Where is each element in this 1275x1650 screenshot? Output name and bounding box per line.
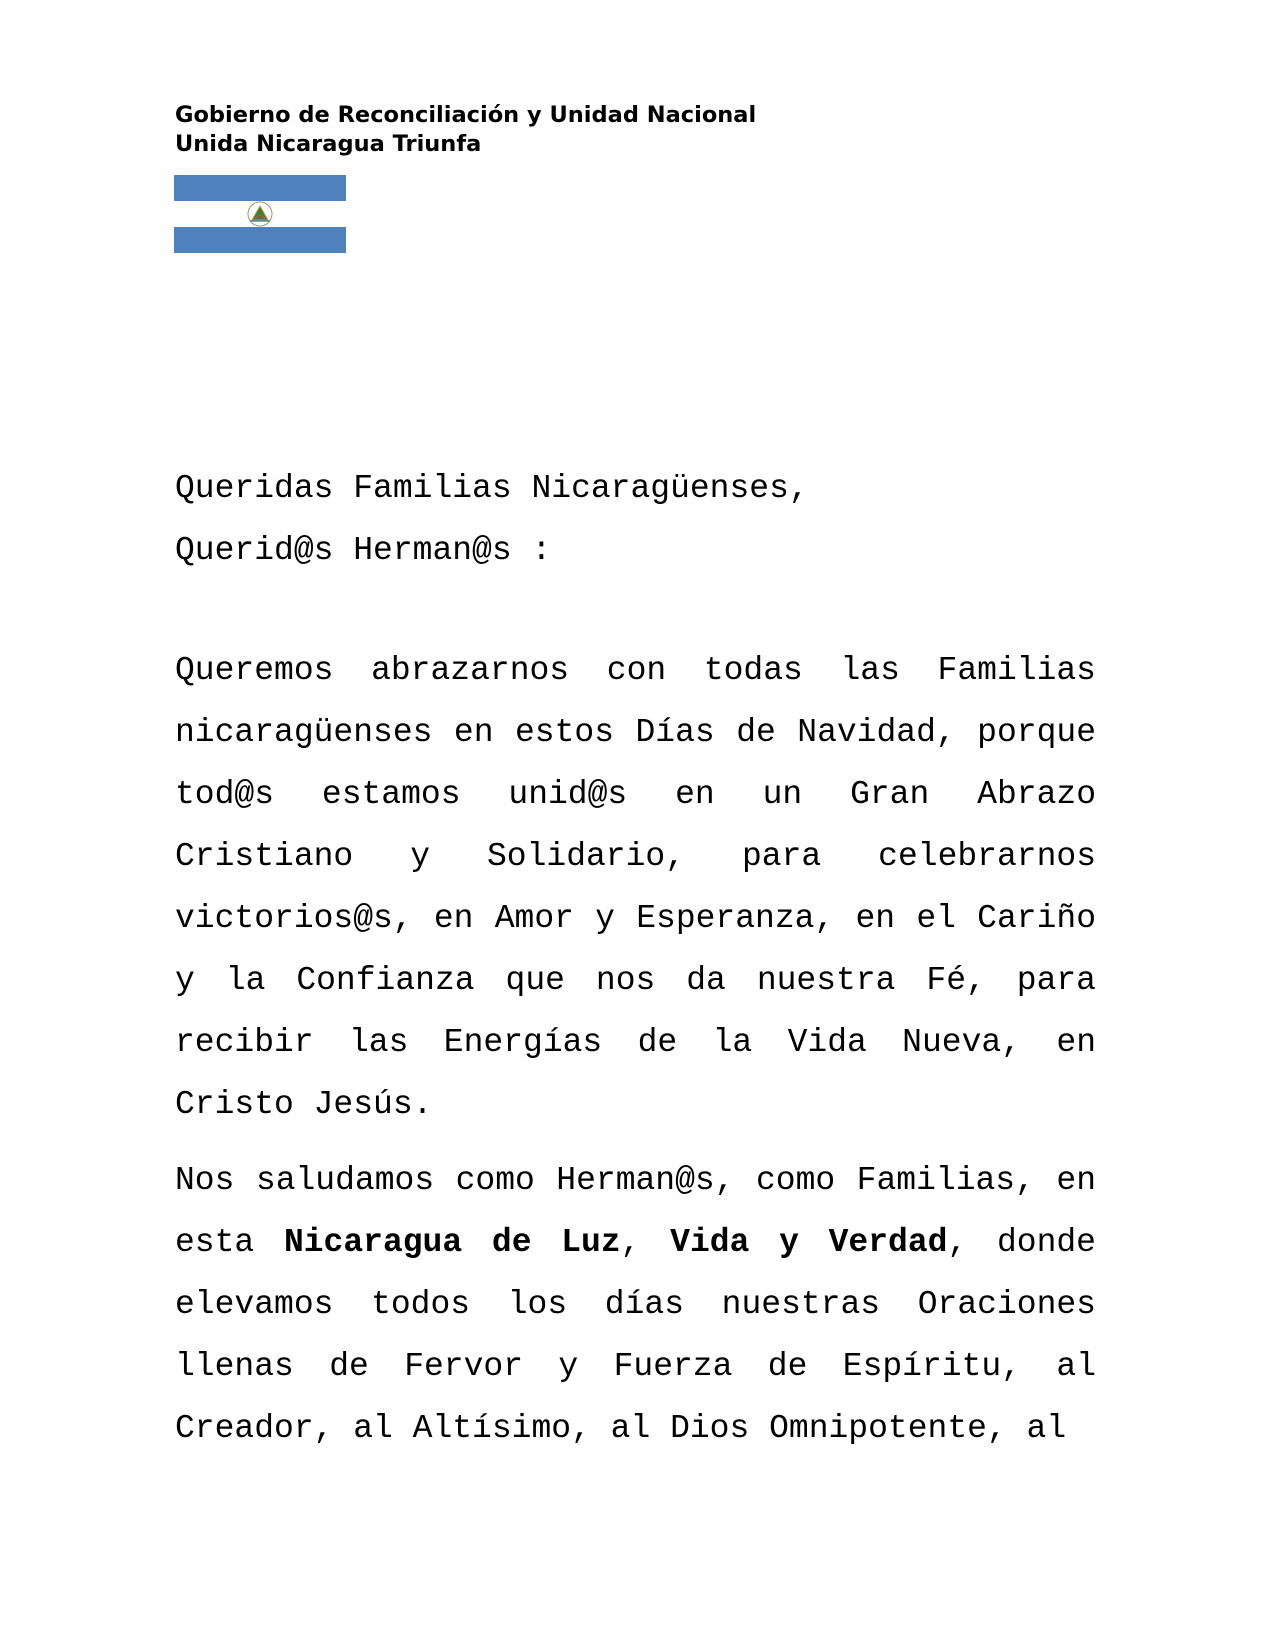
paragraph-2-text-start: Nos saludamos como Herman@s, como Familias, en esta: [175, 1162, 1096, 1261]
paragraph-2-text-end: , donde elevamos todos los días nuestras Oraciones llenas de Fervor y Fuerza de Espíritu, al Creador, al Altísimo, al Dios Omnipotente, al: [175, 1224, 1096, 1447]
nicaragua-flag-icon: [174, 175, 346, 253]
letterhead-government: Gobierno de Reconciliación y Unidad Nacional: [175, 102, 757, 128]
salutation: [175, 458, 1096, 582]
letterhead-slogan: Unida Nicaragua Triunfa: [175, 131, 482, 157]
salutation-line-2: Querid@s Herman@s :: [175, 532, 552, 569]
paragraph-2-separator: ,: [620, 1224, 671, 1261]
letterhead: [175, 101, 756, 159]
paragraph-1: Queremos abrazarnos con todas las Familias nicaragüenses en estos Días de Navidad, porque tod@s estamos unid@s en un Gran Abrazo Cristiano y Solidario, para celebrarnos victorios@s, en Amor y Esperanza, en el Cariño y la Confianza que nos da nuestra Fé, para recibir las Energías de la Vida Nueva, en Cristo Jesús.: [175, 652, 1096, 1123]
paragraph-2: [175, 1150, 1096, 1460]
emphasis-nicaragua-de-luz: Nicaragua de Luz: [283, 1224, 621, 1261]
emphasis-vida-y-verdad: Vida y Verdad: [670, 1224, 948, 1261]
salutation-line-1: Queridas Familias Nicaragüenses,: [175, 470, 809, 507]
